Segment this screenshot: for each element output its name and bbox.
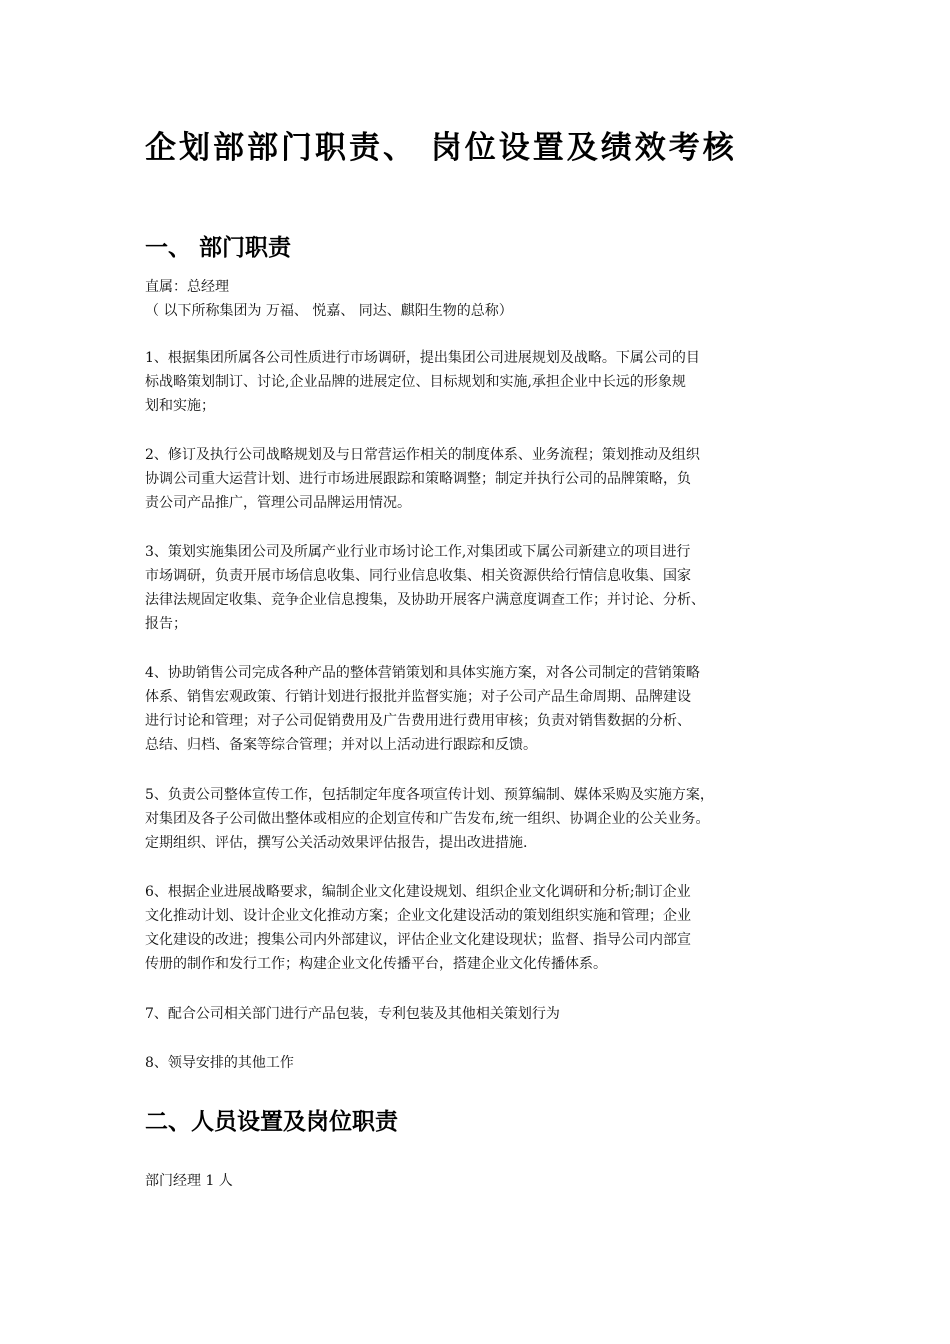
duty-item-line: 标战略策划制订、讨论,企业品牌的进展定位、目标规划和实施,承担企业中长远的形象规 <box>145 374 686 390</box>
duty-item-line: 3、策划实施集团公司及所属产业行业市场讨论工作,对集团或下属公司新建立的项目进行 <box>145 544 691 560</box>
section-heading-staffing: 二、人员设置及岗位职责 <box>145 1108 398 1135</box>
duty-item-line: 划和实施； <box>145 398 215 414</box>
duty-item-6 <box>145 880 820 976</box>
duty-item-line: 6、根据企业进展战略要求，编制企业文化建设规划、组织企业文化调研和分析;制订企业 <box>145 884 691 900</box>
duty-item-line: 定期组织、评估，撰写公关活动效果评估报告，提出改进措施. <box>145 835 528 851</box>
duty-item-line: 责公司产品推广，管理公司品牌运用情况。 <box>145 495 411 511</box>
duty-item-1 <box>145 346 820 418</box>
group-definition-note: （ 以下所称集团为 万福、 悦嘉、 同达、麒阳生物的总称） <box>145 303 513 319</box>
duty-item-line: 体系、销售宏观政策、行销计划进行报批并监督实施；对子公司产品生命周期、品牌建设 <box>145 689 691 705</box>
duty-item-line: 传册的制作和发行工作；构建企业文化传播平台，搭建企业文化传播体系。 <box>145 956 607 972</box>
duty-item-line: 对集团及各子公司做出整体或相应的企划宣传和广告发布,统一组织、协调企业的公关业务。 <box>145 811 710 827</box>
duty-item-line: 法律法规固定收集、竞争企业信息搜集，及协助开展客户满意度调查工作；并讨论、分析、 <box>145 592 705 608</box>
duty-item-line: 市场调研，负责开展市场信息收集、同行业信息收集、相关资源供给行情信息收集、国家 <box>145 568 691 584</box>
document-title: 企划部部门职责、 岗位设置及绩效考核 <box>145 130 737 166</box>
duty-item-line: 2、修订及执行公司战略规划及与日常营运作相关的制度体系、业务流程；策划推动及组织 <box>145 447 700 463</box>
duty-item-line: 文化建设的改进；搜集公司内外部建议，评估企业文化建设现状；监督、指导公司内部宣 <box>145 932 691 948</box>
duty-item-5 <box>145 783 820 855</box>
duty-item-line: 报告； <box>145 616 187 632</box>
duty-item-3 <box>145 540 820 636</box>
duty-item-line: 总结、归档、备案等综合管理；并对以上活动进行跟踪和反馈。 <box>145 737 537 753</box>
duty-item-line: 7、配合公司相关部门进行产品包装，专利包装及其他相关策划行为 <box>145 1006 560 1022</box>
duty-item-line: 4、协助销售公司完成各种产品的整体营销策划和具体实施方案，对各公司制定的营销策略 <box>145 665 700 681</box>
duty-item-line: 8、领导安排的其他工作 <box>145 1055 294 1071</box>
duty-item-7 <box>145 1002 820 1026</box>
section-heading-duties: 一、 部门职责 <box>145 234 292 261</box>
staff-count-line: 部门经理 1 人 <box>145 1173 233 1189</box>
duty-item-2 <box>145 443 820 515</box>
duty-item-line: 进行讨论和管理；对子公司促销费用及广告费用进行费用审核；负责对销售数据的分析、 <box>145 713 691 729</box>
duty-item-4 <box>145 661 820 757</box>
duty-item-line: 5、负责公司整体宣传工作，包括制定年度各项宣传计划、预算编制、媒体采购及实施方案， <box>145 787 714 803</box>
duty-item-line: 1、根据集团所属各公司性质进行市场调研，提出集团公司进展规划及战略。下属公司的目 <box>145 350 700 366</box>
duty-item-line: 协调公司重大运营计划、进行市场进展跟踪和策略调整；制定并执行公司的品牌策略，负 <box>145 471 691 487</box>
report-to-line: 直属：总经理 <box>145 279 229 295</box>
duty-item-line: 文化推动计划、设计企业文化推动方案；企业文化建设活动的策划组织实施和管理；企业 <box>145 908 691 924</box>
duty-item-8 <box>145 1051 820 1075</box>
